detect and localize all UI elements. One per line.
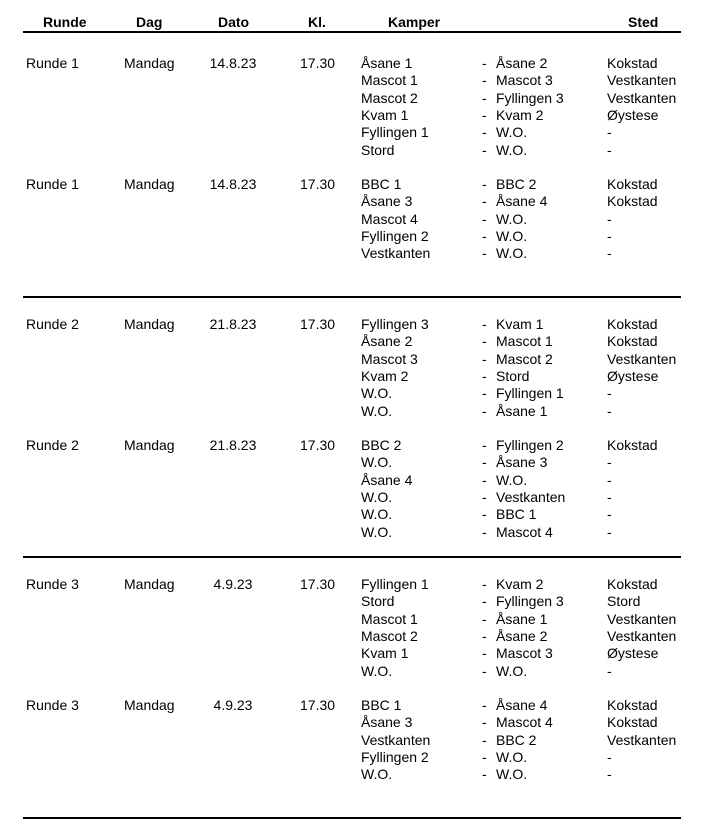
- match-away-team: W.O.: [496, 227, 528, 244]
- match-away-team: Åsane 1: [496, 402, 548, 419]
- header-kl: Kl.: [308, 14, 326, 30]
- match-home-team: Fyllingen 2: [361, 748, 429, 765]
- match-home-team: Fyllingen 3: [361, 316, 429, 332]
- block-kl: 17.30: [300, 55, 336, 71]
- block-kl: 17.30: [300, 697, 336, 713]
- match-separator: -: [482, 124, 487, 141]
- match-separator: -: [482, 437, 487, 453]
- match-venue: -: [607, 454, 612, 471]
- match-separator: -: [482, 523, 487, 540]
- match-venue: Stord: [607, 593, 641, 610]
- match-home-team: Åsane 1: [361, 55, 413, 71]
- match-separator: -: [482, 316, 487, 332]
- header-kamper: Kamper: [388, 14, 441, 30]
- match-away-team: W.O.: [496, 245, 528, 262]
- block-dato: 4.9.23: [213, 576, 253, 592]
- match-venue: Øystese: [607, 645, 659, 662]
- match-venue: -: [607, 227, 612, 244]
- match-separator: -: [482, 89, 487, 106]
- match-venue: Øystese: [607, 367, 659, 384]
- match-home-team: Åsane 3: [361, 193, 413, 210]
- match-venue: Vestkanten: [607, 89, 677, 106]
- block-runde: Runde 1: [26, 55, 79, 71]
- match-separator: -: [482, 106, 487, 123]
- match-venue: -: [607, 124, 612, 141]
- match-away-team: Mascot 3: [496, 72, 553, 89]
- match-venue: Øystese: [607, 106, 659, 123]
- block-dato: 14.8.23: [209, 55, 257, 71]
- match-separator: -: [482, 193, 487, 210]
- match-venue: Vestkanten: [607, 731, 677, 748]
- match-separator: -: [482, 697, 487, 713]
- match-separator: -: [482, 176, 487, 192]
- block-runde: Runde 2: [26, 316, 79, 332]
- match-home-team: Mascot 1: [361, 72, 418, 89]
- match-away-team: W.O.: [496, 766, 528, 783]
- match-venue: -: [607, 471, 612, 488]
- match-venue: Vestkanten: [607, 610, 677, 627]
- match-away-team: Stord: [496, 367, 530, 384]
- match-separator: -: [482, 662, 487, 679]
- round-divider: [23, 817, 681, 819]
- match-separator: -: [482, 471, 487, 488]
- match-home-team: Kvam 1: [361, 645, 409, 662]
- match-home-team: W.O.: [361, 523, 393, 540]
- match-home-team: W.O.: [361, 662, 393, 679]
- match-home-team: Mascot 4: [361, 210, 418, 227]
- match-away-team: BBC 1: [496, 506, 537, 523]
- match-away-team: W.O.: [496, 471, 528, 488]
- block-runde: Runde 3: [26, 697, 79, 713]
- block-runde: Runde 2: [26, 437, 79, 453]
- match-separator: -: [482, 55, 487, 71]
- match-home-team: W.O.: [361, 402, 393, 419]
- match-away-team: Fyllingen 2: [496, 437, 564, 453]
- match-venue: Kokstad: [607, 193, 658, 210]
- match-venue: Kokstad: [607, 333, 658, 350]
- match-separator: -: [482, 367, 487, 384]
- match-home-team: Mascot 2: [361, 627, 418, 644]
- match-separator: -: [482, 72, 487, 89]
- match-separator: -: [482, 576, 487, 592]
- match-home-team: BBC 1: [361, 176, 402, 192]
- match-venue: Kokstad: [607, 697, 658, 713]
- match-separator: -: [482, 227, 487, 244]
- match-venue: -: [607, 210, 612, 227]
- match-home-team: Åsane 3: [361, 714, 413, 731]
- match-home-team: W.O.: [361, 488, 393, 505]
- match-away-team: Kvam 2: [496, 106, 544, 123]
- match-home-team: Vestkanten: [361, 245, 431, 262]
- match-separator: -: [482, 748, 487, 765]
- match-away-team: BBC 2: [496, 731, 537, 748]
- match-away-team: W.O.: [496, 141, 528, 158]
- match-venue: Vestkanten: [607, 72, 677, 89]
- match-away-team: W.O.: [496, 210, 528, 227]
- block-dato: 21.8.23: [209, 316, 257, 332]
- match-separator: -: [482, 593, 487, 610]
- match-separator: -: [482, 766, 487, 783]
- match-away-team: Mascot 4: [496, 523, 553, 540]
- match-away-team: Kvam 2: [496, 576, 544, 592]
- block-dag: Mandag: [124, 576, 175, 592]
- block-dato: 14.8.23: [209, 176, 257, 192]
- match-home-team: Mascot 3: [361, 350, 418, 367]
- match-away-team: W.O.: [496, 662, 528, 679]
- match-away-team: W.O.: [496, 124, 528, 141]
- block-kl: 17.30: [300, 316, 336, 332]
- match-home-team: BBC 1: [361, 697, 402, 713]
- match-home-team: Fyllingen 1: [361, 124, 429, 141]
- header-runde: Runde: [43, 14, 87, 30]
- match-home-team: Åsane 2: [361, 333, 413, 350]
- match-home-team: Mascot 1: [361, 610, 418, 627]
- match-separator: -: [482, 610, 487, 627]
- match-separator: -: [482, 141, 487, 158]
- match-venue: Kokstad: [607, 576, 658, 592]
- match-home-team: BBC 2: [361, 437, 402, 453]
- block-dag: Mandag: [124, 55, 175, 71]
- match-away-team: BBC 2: [496, 176, 537, 192]
- match-venue: -: [607, 488, 612, 505]
- header-dag: Dag: [136, 14, 163, 30]
- match-away-team: Mascot 1: [496, 333, 553, 350]
- block-dato: 4.9.23: [213, 697, 253, 713]
- match-home-team: W.O.: [361, 454, 393, 471]
- block-dag: Mandag: [124, 697, 175, 713]
- match-separator: -: [482, 333, 487, 350]
- match-home-team: W.O.: [361, 766, 393, 783]
- match-venue: -: [607, 662, 612, 679]
- round-divider: [23, 556, 681, 558]
- match-separator: -: [482, 645, 487, 662]
- match-away-team: Åsane 2: [496, 627, 548, 644]
- match-away-team: W.O.: [496, 748, 528, 765]
- block-dag: Mandag: [124, 316, 175, 332]
- block-kl: 17.30: [300, 176, 336, 192]
- match-away-team: Mascot 3: [496, 645, 553, 662]
- match-venue: Kokstad: [607, 176, 658, 192]
- match-venue: Vestkanten: [607, 627, 677, 644]
- match-venue: -: [607, 245, 612, 262]
- match-separator: -: [482, 210, 487, 227]
- match-home-team: Kvam 1: [361, 106, 409, 123]
- match-separator: -: [482, 385, 487, 402]
- match-home-team: Fyllingen 2: [361, 227, 429, 244]
- match-separator: -: [482, 506, 487, 523]
- match-venue: -: [607, 523, 612, 540]
- match-away-team: Fyllingen 1: [496, 385, 564, 402]
- match-away-team: Mascot 2: [496, 350, 553, 367]
- block-kl: 17.30: [300, 437, 336, 453]
- header-dato: Dato: [218, 14, 250, 30]
- block-dato: 21.8.23: [209, 437, 257, 453]
- block-kl: 17.30: [300, 576, 336, 592]
- match-away-team: Åsane 3: [496, 454, 548, 471]
- match-home-team: Stord: [361, 141, 395, 158]
- match-separator: -: [482, 714, 487, 731]
- match-away-team: Fyllingen 3: [496, 89, 564, 106]
- match-home-team: Kvam 2: [361, 367, 409, 384]
- match-venue: Kokstad: [607, 714, 658, 731]
- match-home-team: Stord: [361, 593, 395, 610]
- match-venue: Kokstad: [607, 437, 658, 453]
- match-home-team: W.O.: [361, 506, 393, 523]
- match-separator: -: [482, 245, 487, 262]
- block-dag: Mandag: [124, 437, 175, 453]
- match-venue: -: [607, 402, 612, 419]
- match-away-team: Åsane 2: [496, 55, 548, 71]
- match-venue: -: [607, 766, 612, 783]
- match-away-team: Kvam 1: [496, 316, 544, 332]
- match-venue: -: [607, 141, 612, 158]
- match-home-team: Mascot 2: [361, 89, 418, 106]
- match-home-team: Åsane 4: [361, 471, 413, 488]
- match-venue: -: [607, 385, 612, 402]
- header-rule: [23, 31, 681, 33]
- match-venue: -: [607, 748, 612, 765]
- round-divider: [23, 296, 681, 298]
- block-dag: Mandag: [124, 176, 175, 192]
- match-away-team: Åsane 4: [496, 193, 548, 210]
- match-venue: -: [607, 506, 612, 523]
- match-home-team: W.O.: [361, 385, 393, 402]
- match-separator: -: [482, 488, 487, 505]
- match-home-team: Vestkanten: [361, 731, 431, 748]
- match-away-team: Åsane 1: [496, 610, 548, 627]
- match-away-team: Fyllingen 3: [496, 593, 564, 610]
- block-runde: Runde 1: [26, 176, 79, 192]
- block-runde: Runde 3: [26, 576, 79, 592]
- match-away-team: Vestkanten: [496, 488, 566, 505]
- match-separator: -: [482, 350, 487, 367]
- match-away-team: Mascot 4: [496, 714, 553, 731]
- match-separator: -: [482, 627, 487, 644]
- match-separator: -: [482, 731, 487, 748]
- match-venue: Vestkanten: [607, 350, 677, 367]
- match-home-team: Fyllingen 1: [361, 576, 429, 592]
- match-venue: Kokstad: [607, 316, 658, 332]
- match-away-team: Åsane 4: [496, 697, 548, 713]
- match-separator: -: [482, 402, 487, 419]
- match-separator: -: [482, 454, 487, 471]
- match-venue: Kokstad: [607, 55, 658, 71]
- header-sted: Sted: [628, 14, 659, 30]
